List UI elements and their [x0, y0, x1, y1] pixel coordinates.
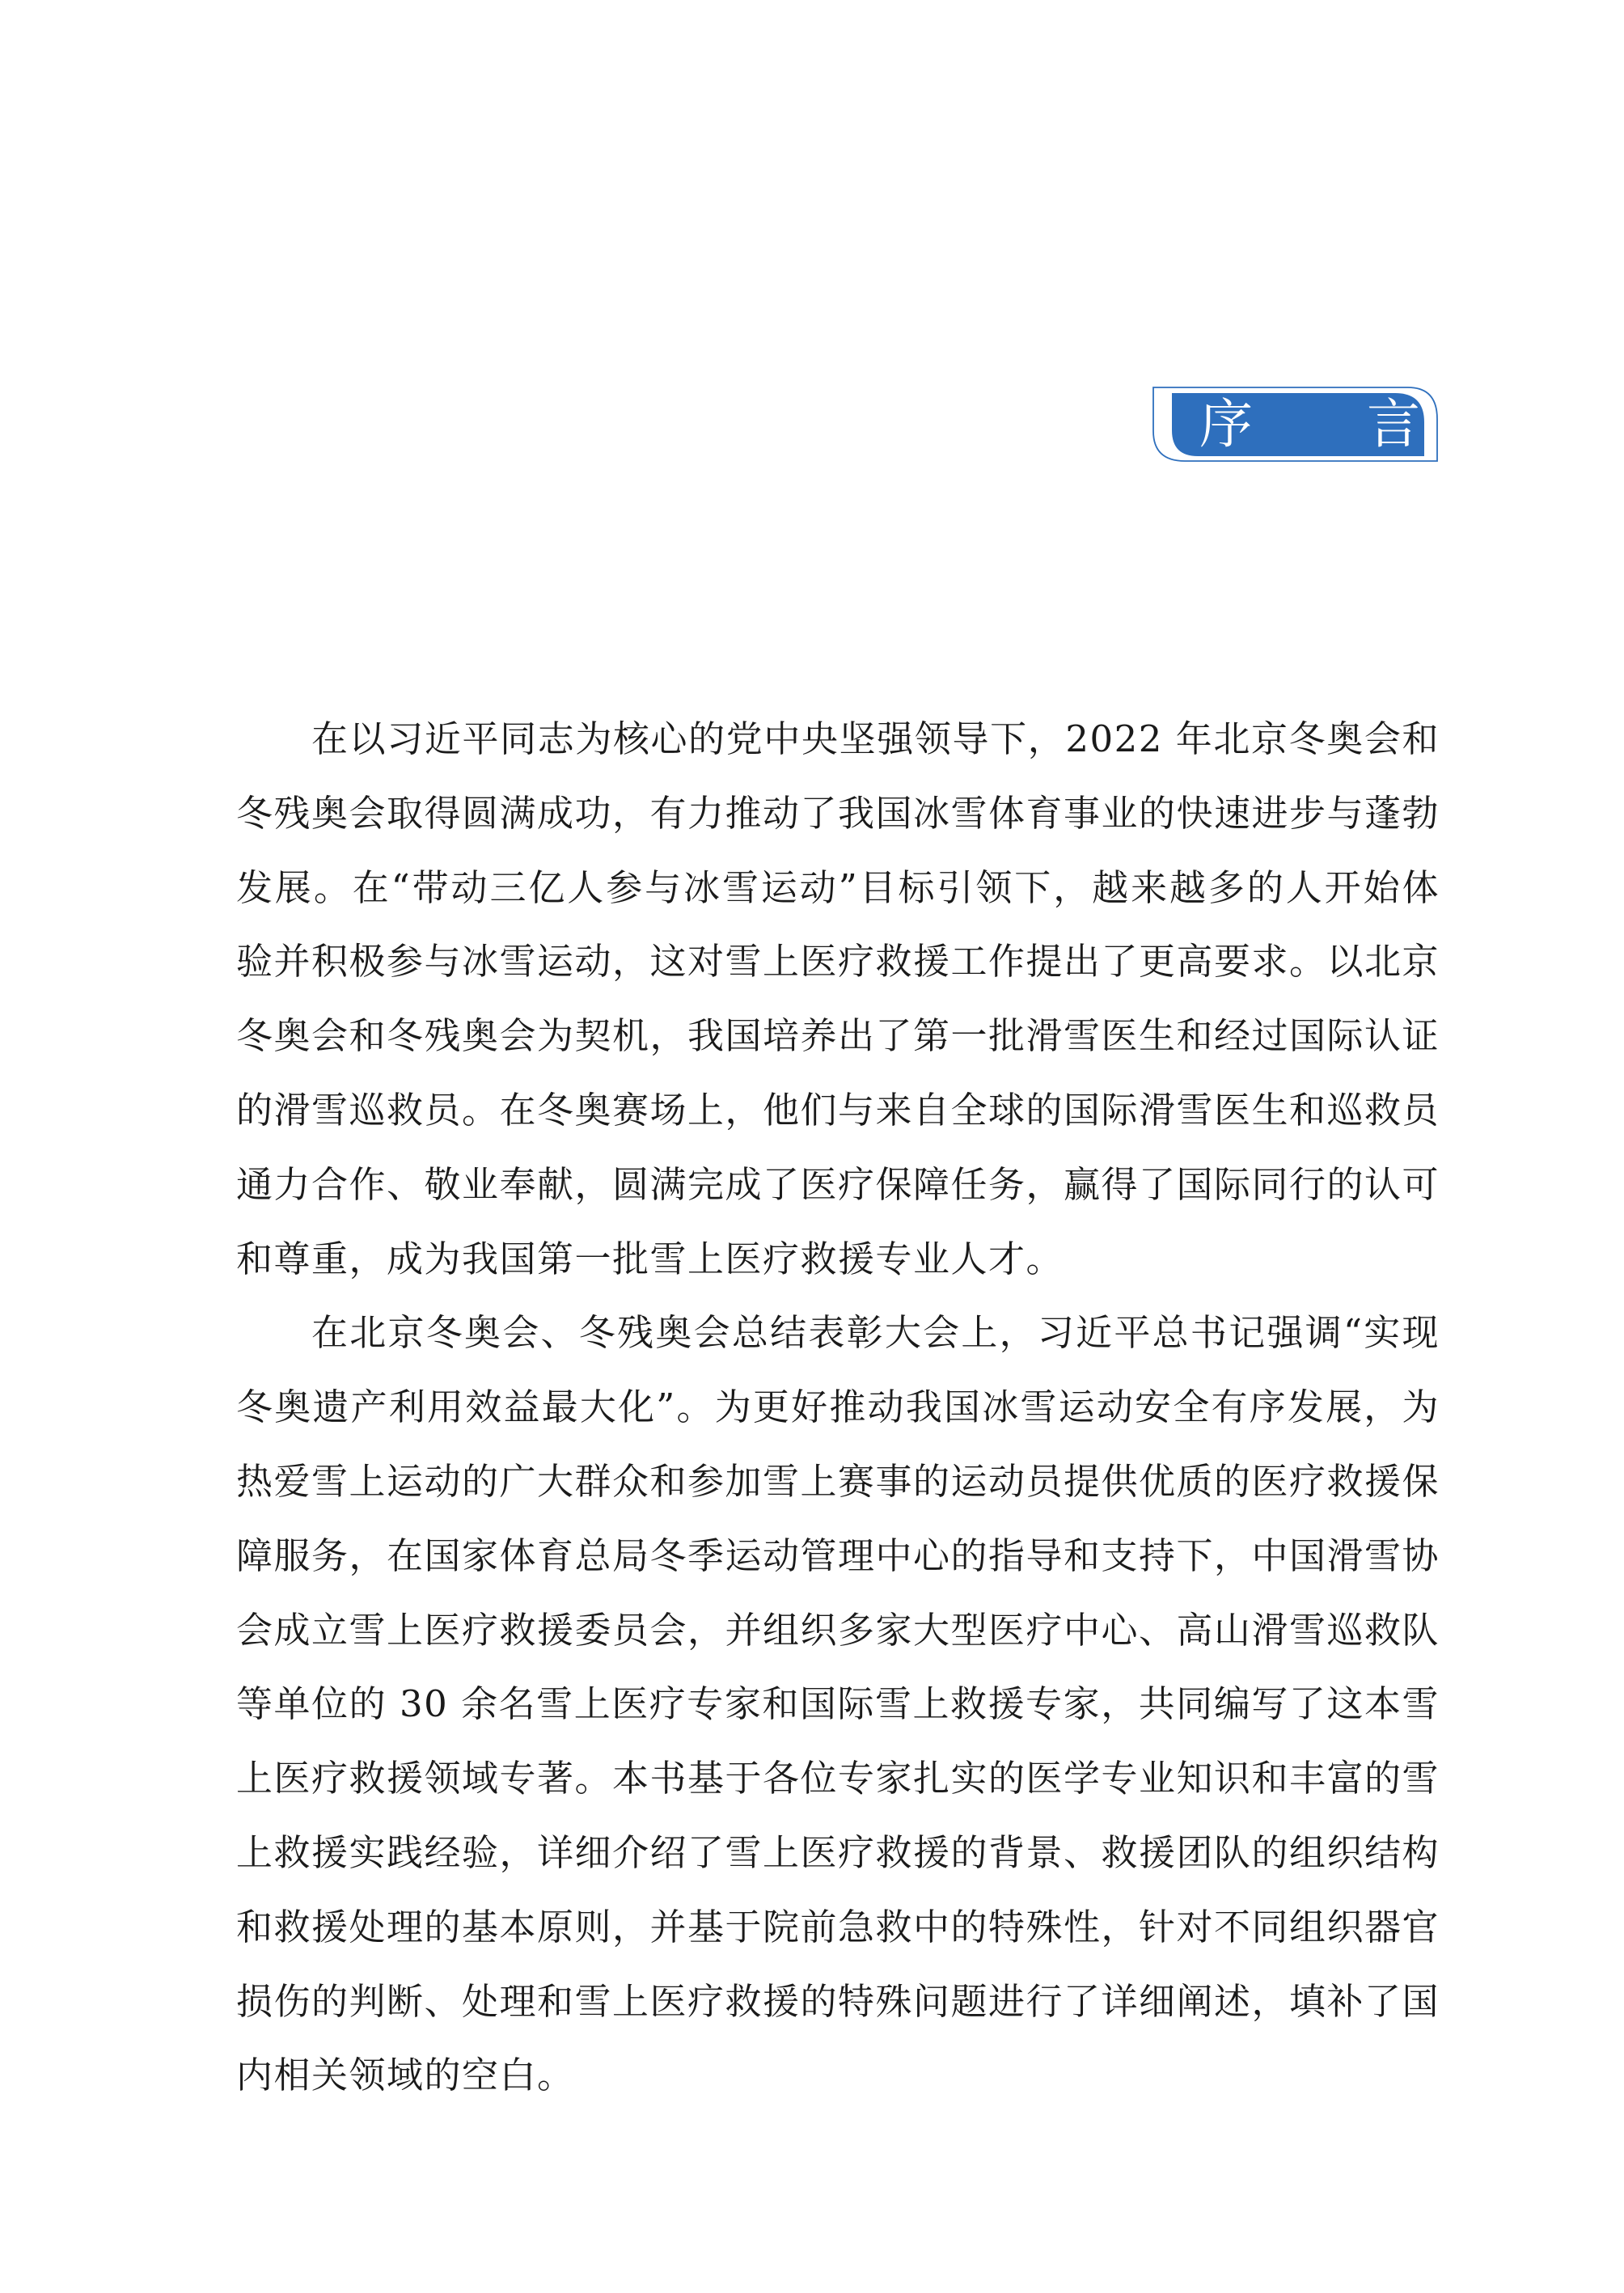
section-title: 序 言 [1199, 393, 1469, 455]
paragraph-1: 在以习近平同志为核心的党中央坚强领导下，2022 年北京冬奥会和冬残奥会取得圆满成功，有力推动了我国冰雪体育事业的快速进步与蓬勃发展。在“带动三亿人参与冰雪运动”目标引领下，越来越多的人开始体验并积极参与冰雪运动，这对雪上医疗救援工作提出了更高要求。以北京冬奥会和冬残奥会为契机，我国培养出了第一批滑雪医生和经过国际认证的滑雪巡救员。在冬奥赛场上，他们与来自全球的国际滑雪医生和巡救员通力合作、敬业奉献，圆满完成了医疗保障任务，赢得了国际同行的认可和尊重，成为我国第一批雪上医疗救援专业人才。 [236, 717, 1440, 1280]
paragraph-2: 在北京冬奥会、冬残奥会总结表彰大会上，习近平总书记强调“实现冬奥遗产利用效益最大化”。为更好推动我国冰雪运动安全有序发展，为热爱雪上运动的广大群众和参加雪上赛事的运动员提供优质的医疗救援保障服务，在国家体育总局冬季运动管理中心的指导和支持下，中国滑雪协会成立雪上医疗救援委员会，并组织多家大型医疗中心、高山滑雪巡救队等单位的 30 余名雪上医疗专家和国际雪上救援专家，共同编写了这本雪上医疗救援领域专著。本书基于各位专家扎实的医学专业知识和丰富的雪上救援实践经验，详细介绍了雪上医疗救援的背景、救援团队的组织结构和救援处理的基本原则，并基于院前急救中的特殊性，针对不同组织器官损伤的判断、处理和雪上医疗救援的特殊问题进行了详细阐述，填补了国内相关领域的空白。 [236, 1311, 1440, 2097]
body-text [236, 702, 1440, 2113]
section-heading-badge [1152, 387, 1469, 462]
